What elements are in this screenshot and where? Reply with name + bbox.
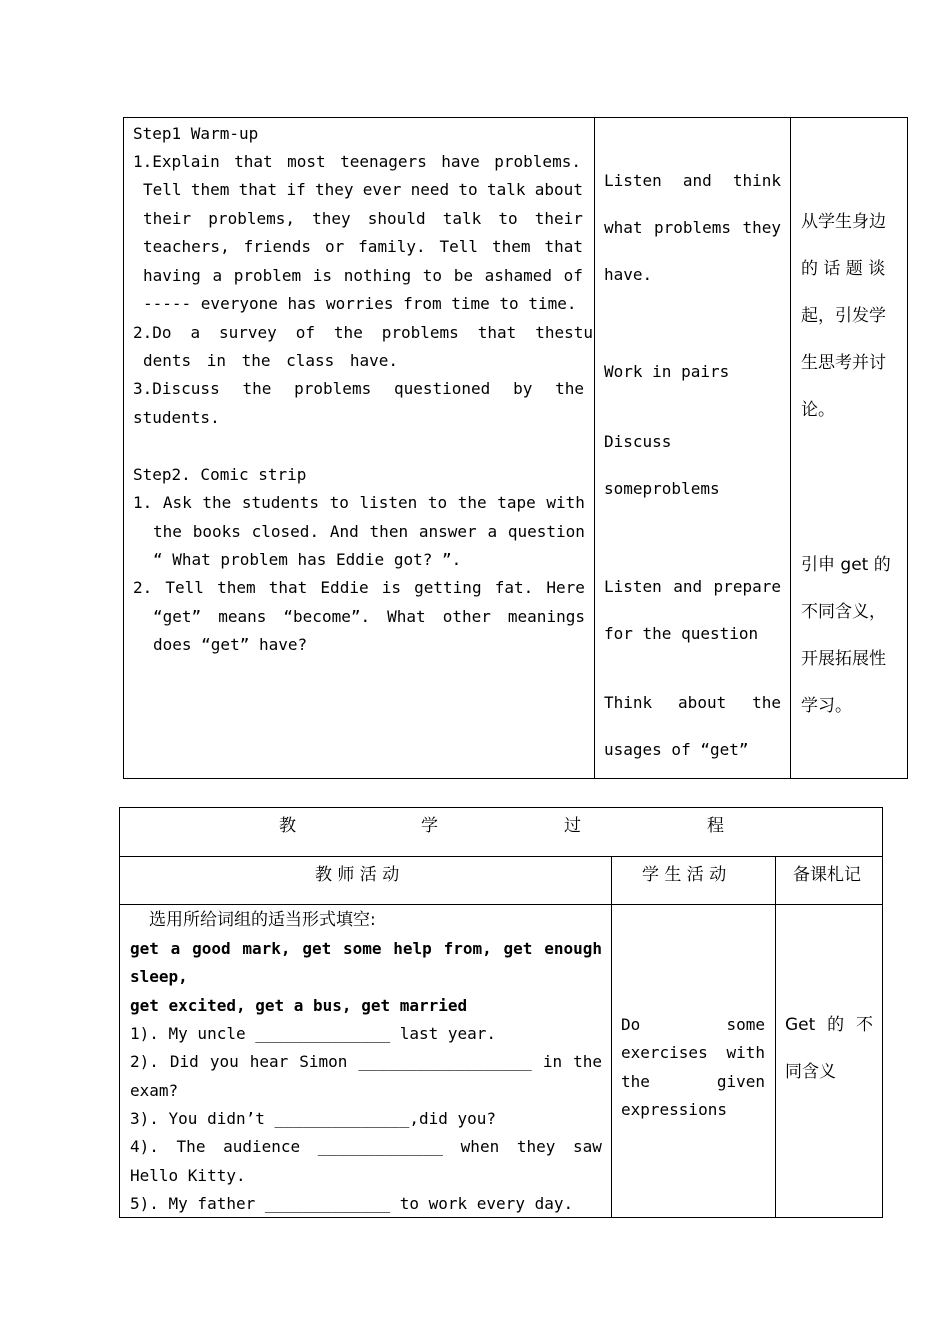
column-header-notes: 备课札记 [793, 865, 861, 885]
note-line: 从学生身边 [801, 212, 886, 232]
section-header-char: 教 [279, 816, 296, 836]
phrase-line: sleep, [130, 967, 188, 986]
section-header [120, 808, 882, 856]
note-line: 开展拓展性 [801, 649, 886, 669]
student-activity-line: expressions [621, 1100, 727, 1119]
note-line: 的 话 题 谈 [801, 259, 886, 279]
step2-item2-line: does “get” have? [153, 635, 308, 654]
section-header-char: 程 [707, 816, 724, 836]
step2-item2-line: “get” means “become”. What other meanings [153, 607, 585, 626]
section-header-char: 学 [421, 816, 438, 836]
student-activity-line: exercises with [621, 1043, 765, 1062]
note-line: 同含义 [785, 1062, 836, 1082]
lesson-plan-table-2 [119, 807, 883, 1218]
column-header-student: 学 生 活 动 [642, 865, 727, 885]
note-line: 起，引发学 [801, 306, 886, 326]
student-activity-line: Discuss [604, 432, 672, 451]
student-activity-line: what problems they [604, 218, 781, 237]
instruction-text: 选用所给词组的适当形式填空: [149, 910, 376, 930]
student-activity-line: Think about the [604, 693, 781, 712]
notes-cell [791, 118, 907, 778]
note-line: 不同含义， [801, 602, 886, 622]
step1-item2-line: dents in the class have. [143, 351, 398, 370]
note-line: 学习。 [801, 696, 852, 716]
step2-item1-line: “ What problem has Eddie got? ”. [153, 550, 462, 569]
exercise-line: 3). You didn’t ______________,did you? [130, 1109, 497, 1128]
note-line: 论。 [801, 400, 835, 420]
student-activity-line: for the question [604, 624, 759, 643]
phrase-line: get a good mark, get some help from, get enough [130, 939, 602, 958]
student-activity-line: Do some [621, 1015, 765, 1034]
student-activity-cell [612, 905, 775, 1217]
step2-item1-line: the books closed. And then answer a question [153, 522, 585, 541]
student-activity-line: Listen and prepare [604, 577, 781, 596]
step1-item1-line: 1.Explain that most teenagers have problems. [133, 152, 581, 171]
exercise-line: 1). My uncle ______________ last year. [130, 1024, 497, 1043]
step2-item1-line: 1. Ask the students to listen to the tape with [133, 493, 585, 512]
lesson-plan-table-1 [123, 117, 908, 779]
step1-item1-line: ----- everyone has worries from time to time. [143, 294, 577, 313]
exercise-line: exam? [130, 1081, 179, 1100]
note-line: 生思考并讨 [801, 353, 886, 373]
step2-title: Step2. Comic strip [133, 465, 307, 484]
teacher-activity-cell [124, 118, 594, 778]
step1-item2-line: 2.Do a survey of the problems that thestu [133, 323, 593, 342]
exercise-line: 2). Did you hear Simon __________________ in the [130, 1052, 602, 1071]
notes-cell [776, 905, 882, 1217]
column-header-teacher: 教 师 活 动 [315, 865, 400, 885]
teacher-activity-cell [120, 905, 611, 1217]
student-activity-cell [595, 118, 790, 778]
exercise-line: 4). The audience _____________ when they saw [130, 1137, 602, 1156]
exercise-line: Hello Kitty. [130, 1166, 246, 1185]
student-activity-line: Work in pairs [604, 362, 730, 381]
student-activity-line: have. [604, 265, 653, 284]
step1-item1-line: their problems, they should talk to their [143, 209, 583, 228]
step1-item1-line: teachers, friends or family. Tell them that [143, 237, 583, 256]
step1-item3-line: 3.Discuss the problems questioned by the [133, 379, 584, 398]
section-header-char: 过 [564, 816, 581, 836]
student-activity-line: Listen and think [604, 171, 781, 190]
step1-item1-line: Tell them that if they ever need to talk about [143, 180, 583, 199]
phrase-line: get excited, get a bus, get married [130, 996, 468, 1015]
step1-item3-line: students. [133, 408, 220, 427]
row-divider [120, 856, 882, 857]
step2-item2-line: 2. Tell them that Eddie is getting fat. Here [133, 578, 585, 597]
note-line: 引申 get 的 [801, 555, 891, 575]
step1-item1-line: having a problem is nothing to be ashamed of [143, 266, 583, 285]
step1-title: Step1 Warm-up [133, 124, 259, 143]
exercise-line: 5). My father _____________ to work every day. [130, 1194, 574, 1213]
student-activity-line: usages of “get” [604, 740, 749, 759]
student-activity-line: someproblems [604, 479, 720, 498]
note-line: Get 的 不 [785, 1015, 873, 1035]
student-activity-line: the given [621, 1072, 765, 1091]
